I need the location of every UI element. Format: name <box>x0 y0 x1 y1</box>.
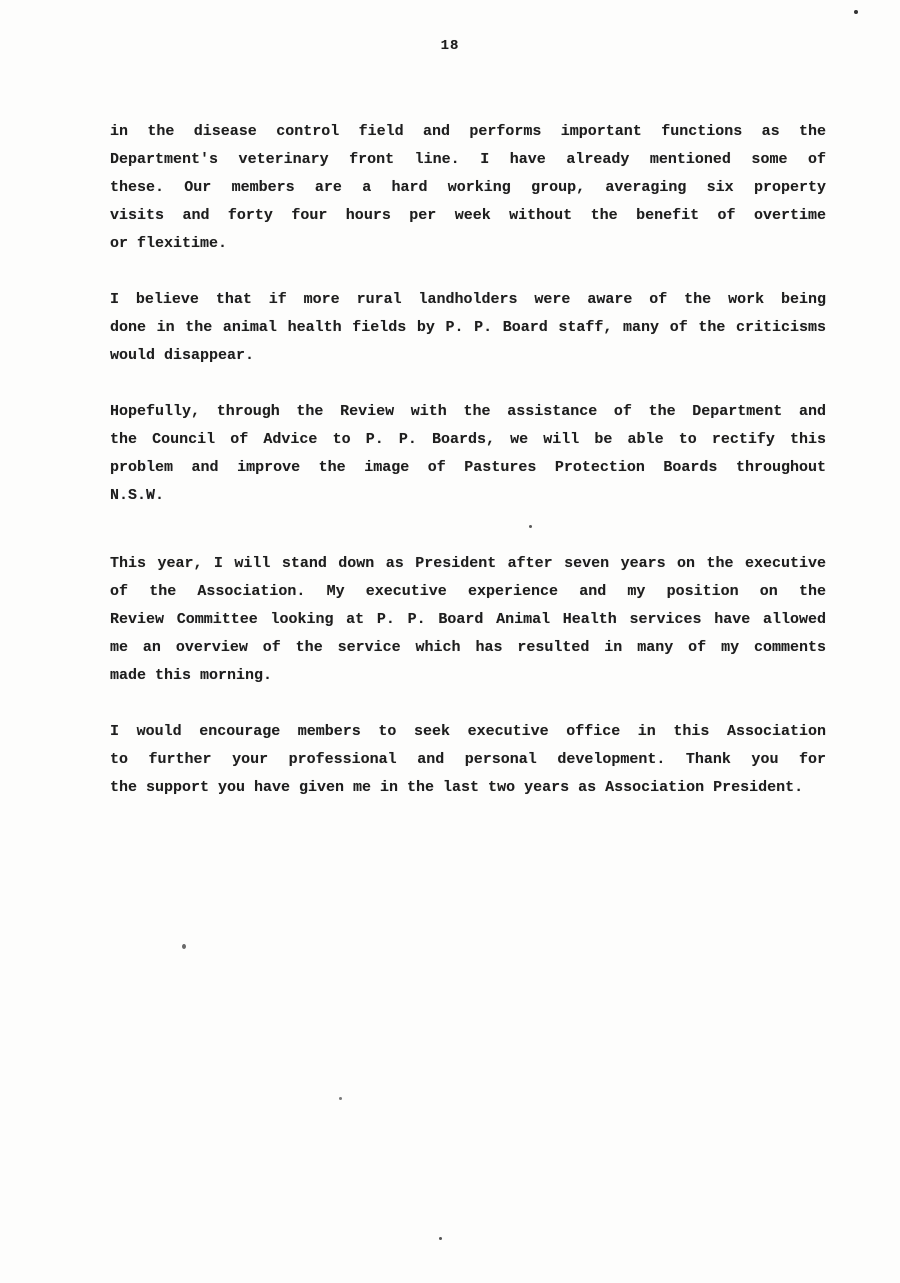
scan-speck <box>854 10 858 14</box>
text-line: Hopefully, through the Review with the assistance of the Department and <box>110 403 826 420</box>
text-line: these. Our members are a hard working group, averaging six property <box>110 179 826 196</box>
text-line: the Council of Advice to P. P. Boards, we will be able to rectify this <box>110 431 826 448</box>
text-line: of the Association. My executive experience and my position on the <box>110 583 826 600</box>
paragraph-5 <box>110 718 826 802</box>
paragraph-1 <box>110 118 826 258</box>
text-line: or flexitime. <box>110 235 228 252</box>
page-number: 18 <box>440 38 460 54</box>
text-line: in the disease control field and performs important functions as the <box>110 123 826 140</box>
scan-speck <box>439 1237 442 1240</box>
text-line: I believe that if more rural landholders were aware of the work being <box>110 291 826 308</box>
text-line: visits and forty four hours per week without the benefit of overtime <box>110 207 826 224</box>
text-line: the support you have given me in the last two years as Association President. <box>110 779 804 796</box>
text-line: problem and improve the image of Pastures Protection Boards throughout <box>110 459 826 476</box>
paragraph-2 <box>110 286 826 370</box>
text-line: Department's veterinary front line. I have already mentioned some of <box>110 151 826 168</box>
text-line: would disappear. <box>110 347 255 364</box>
text-line: done in the animal health fields by P. P. Board staff, many of the criticisms <box>110 319 826 336</box>
text-line: made this morning. <box>110 667 273 684</box>
text-line: to further your professional and personal development. Thank you for <box>110 751 826 768</box>
scan-speck <box>182 944 186 949</box>
paragraph-3 <box>110 398 826 510</box>
scan-speck <box>529 525 532 528</box>
text-line: I would encourage members to seek executive office in this Association <box>110 723 826 740</box>
text-line: Review Committee looking at P. P. Board Animal Health services have allowed <box>110 611 826 628</box>
paragraph-4 <box>110 550 826 690</box>
document-body <box>110 118 826 830</box>
scan-speck <box>339 1097 342 1100</box>
text-line: This year, I will stand down as President after seven years on the executive <box>110 555 826 572</box>
text-line: N.S.W. <box>110 487 165 504</box>
text-line: me an overview of the service which has resulted in many of my comments <box>110 639 826 656</box>
